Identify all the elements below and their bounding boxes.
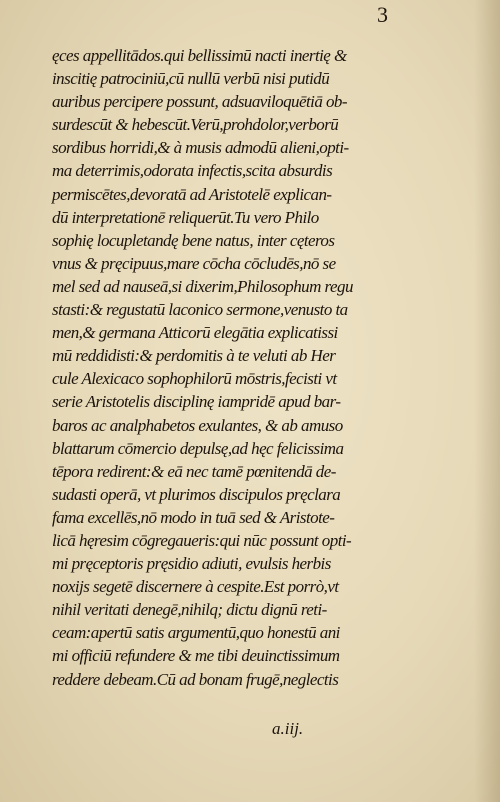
text-line: dū interpretationē reliquerūt.Tu vero Philo — [52, 207, 319, 227]
text-line: serie Aristotelis disciplinę iampridē apud bar- — [52, 392, 341, 412]
text-line: reddere debeam.Cū ad bonam frugē,neglectis — [52, 669, 339, 689]
text-line: surdescūt & hebescūt.Verū,prohdolor,verborū — [52, 115, 339, 135]
text-line: cule Alexicaco sophophilorū mōstris,fecisti vt — [52, 369, 337, 389]
text-line: noxijs segetē discernere à cespite.Est porrò,vt — [52, 577, 339, 597]
text-line: mel sed ad nauseā,si dixerim,Philosophum regu — [52, 276, 353, 296]
text-line: ceam:apertū satis argumentū,quo honestū ani — [52, 623, 340, 643]
text-line: sudasti operā, vt plurimos discipulos pręclara — [52, 484, 341, 504]
text-line: auribus percipere possunt, adsuaviloquētiā ob- — [52, 92, 347, 112]
signature-mark: a.iij. — [272, 719, 304, 738]
text-line: inscitię patrociniū,cū nullū verbū nisi putidū — [52, 69, 330, 89]
text-line: mi officiū refundere & me tibi deuinctissimum — [52, 646, 340, 666]
text-line: baros ac analphabetos exulantes, & ab amuso — [52, 415, 343, 435]
page-number: 3 — [377, 2, 388, 27]
text-line: nihil veritati denegē,nihilq; dictu dignū reti- — [52, 600, 327, 620]
text-line: mi pręceptoris pręsidio adiuti, evulsis herbis — [52, 554, 331, 574]
text-line: ma deterrimis,odorata infectis,scita absurdis — [52, 161, 333, 181]
text-line: permiscētes,devoratā ad Aristotelē explican- — [52, 184, 332, 204]
text-line: sophię locupletandę bene natus, inter cęteros — [52, 230, 335, 250]
text-line: vnus & pręcipuus,mare cōcha cōcludēs,nō se — [52, 253, 336, 273]
text-line: mū reddidisti:& perdomitis à te veluti ab Her — [52, 346, 336, 366]
text-line: licā hęresim cōgregaueris:qui nūc possunt opti- — [52, 530, 352, 550]
text-line: men,& germana Atticorū elegātia explicatissi — [52, 323, 338, 343]
text-line: sordibus horridi,& à musis admodū alieni,opti- — [52, 138, 349, 158]
text-line: tēpora redirent:& eā nec tamē pœnitendā de- — [52, 461, 336, 481]
text-line: stasti:& regustatū laconico sermone,venusto ta — [52, 300, 348, 320]
text-line: blattarum cōmercio depulsę,ad hęc felicissima — [52, 438, 344, 458]
body-text — [52, 44, 452, 691]
text-line: fama excellēs,nō modo in tuā sed & Aristote- — [52, 507, 335, 527]
text-line: ęces appellitādos.qui bellissimū nacti inertię & — [52, 46, 347, 65]
